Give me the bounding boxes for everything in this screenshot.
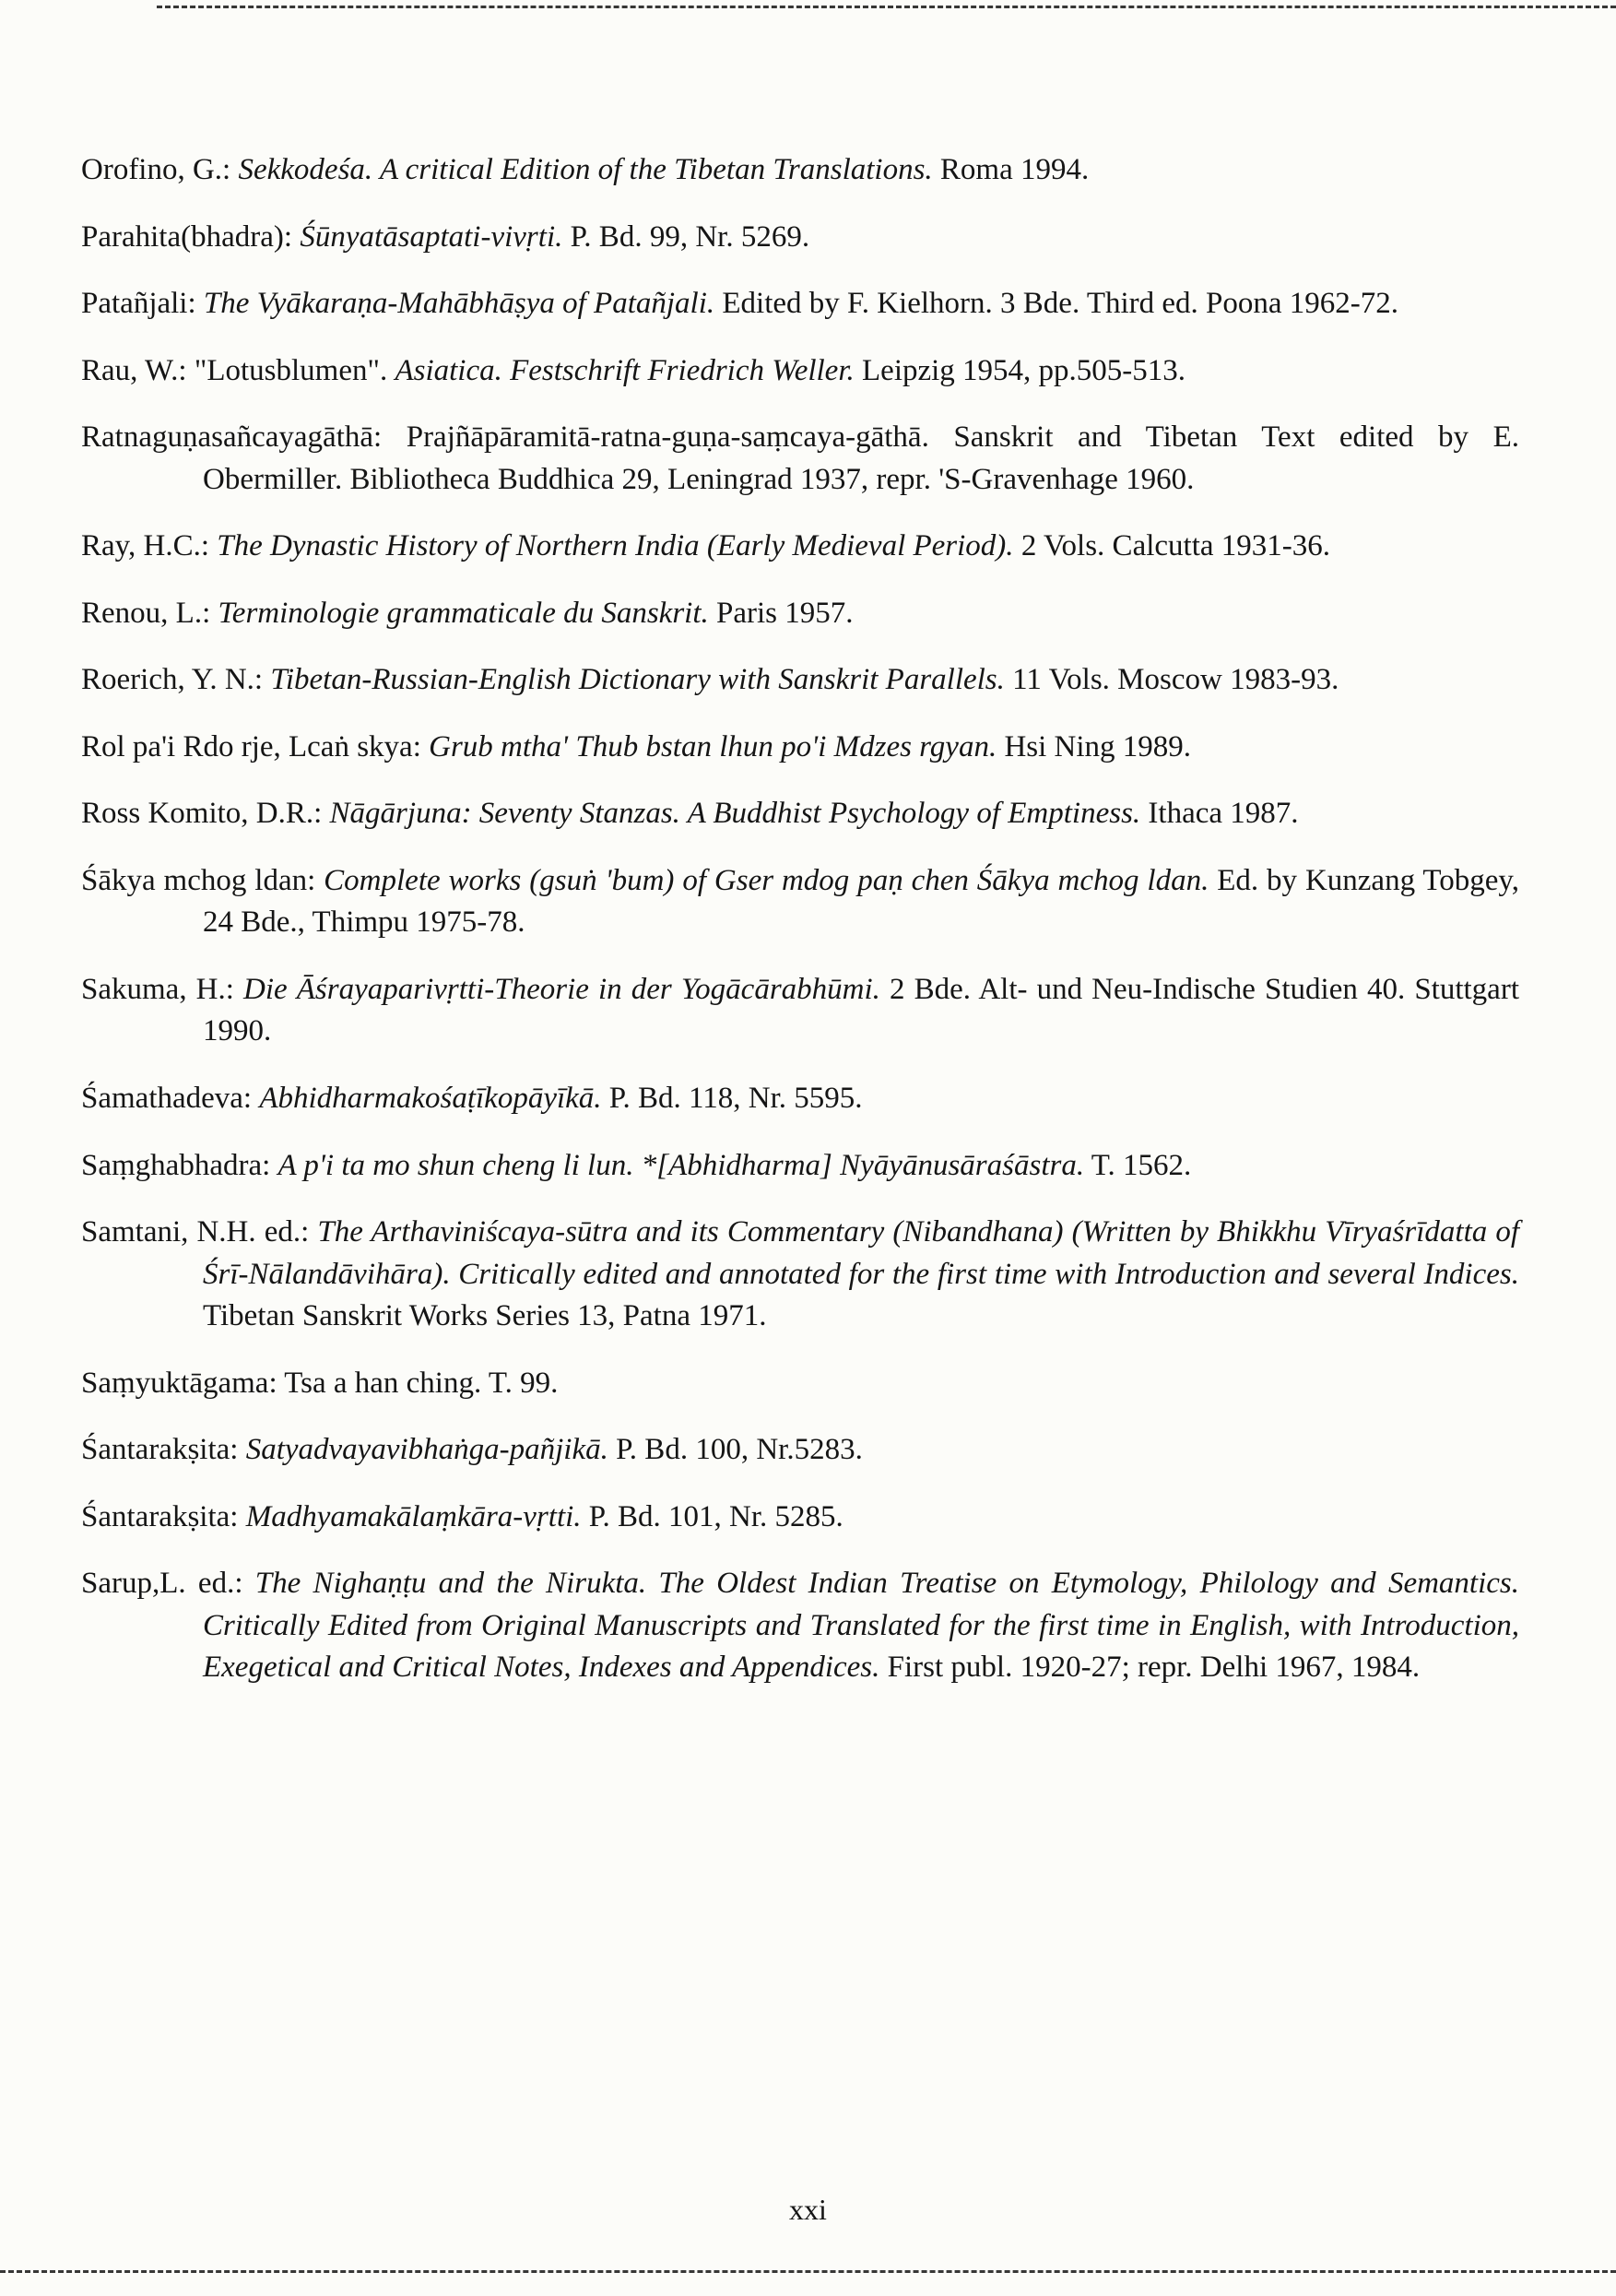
entry-text: 11 Vols. Moscow 1983-93.: [1004, 663, 1339, 697]
entry-text: Sakuma, H.:: [81, 972, 244, 1006]
entry-text: Parahita(bhadra):: [81, 219, 301, 254]
entry-title: The Dynastic History of Northern India (Early Medieval Period).: [217, 529, 1014, 563]
entry-title: Complete works (gsuṅ 'bum) of Gser mdog paṇ chen Śākya mchog ldan.: [324, 863, 1209, 897]
bibliography-entry: [81, 659, 1519, 702]
entry-text: P. Bd. 99, Nr. 5269.: [562, 219, 810, 254]
entry-text: 2 Bde. Alt- und Neu-Indische Studien 40. Stuttgart 1990.: [203, 972, 1519, 1048]
bibliography-entry: [81, 793, 1519, 835]
entry-text: Samtani, N.H. ed.:: [81, 1215, 318, 1249]
bibliography-entry: [81, 1078, 1519, 1120]
entry-title: The Vyākaraṇa-Mahābhāṣya of Patañjali.: [203, 287, 715, 321]
entry-text: Saṃghabhadra:: [81, 1148, 278, 1182]
entry-text: T. 1562.: [1084, 1148, 1192, 1182]
entry-text: P. Bd. 118, Nr. 5595.: [601, 1081, 863, 1115]
entry-text: Roma 1994.: [932, 153, 1090, 186]
entry-text: Edited by F. Kielhorn. 3 Bde. Third ed. Poona 1962-72.: [714, 287, 1399, 321]
entry-text: Ithaca 1987.: [1140, 797, 1299, 831]
bibliography-entry: [81, 1363, 1519, 1405]
entry-text: 2 Vols. Calcutta 1931-36.: [1013, 529, 1331, 563]
entry-text: Leipzig 1954, pp.505-513.: [854, 353, 1186, 387]
entry-text: Ray, H.C.:: [81, 529, 218, 563]
bibliography-entry: [81, 1497, 1519, 1539]
entry-title: Die Āśrayaparivṛtti-Theorie in der Yogācārabhūmi.: [243, 972, 880, 1006]
bibliography-entry: [81, 350, 1519, 393]
entry-text: Śantarakṣita:: [81, 1433, 246, 1467]
entry-text: Hsi Ning 1989.: [997, 729, 1192, 763]
page-number: xxi: [789, 2193, 827, 2226]
bibliography-entry: [81, 1145, 1519, 1188]
entry-text: Saṃyuktāgama: Tsa a han ching. T. 99.: [81, 1366, 559, 1400]
bibliography-entry: [81, 526, 1519, 568]
entry-text: Sarup,L. ed.:: [81, 1567, 255, 1601]
entry-text: P. Bd. 101, Nr. 5285.: [581, 1499, 843, 1533]
entry-text: Rau, W.: "Lotusblumen".: [81, 353, 395, 387]
entry-title: Abhidharmakośaṭīkopāyīkā.: [259, 1081, 602, 1115]
bibliography-entry: [81, 217, 1519, 259]
scan-artifact-bottom-line: [0, 2270, 1616, 2273]
bibliography-entry: [81, 969, 1519, 1053]
bibliography-entry: [81, 593, 1519, 635]
entry-text: P. Bd. 100, Nr.5283.: [607, 1433, 863, 1467]
entry-text: Roerich, Y. N.:: [81, 663, 271, 697]
bibliography-entry: [81, 860, 1519, 944]
entry-text: First publ. 1920-27; repr. Delhi 1967, 1984.: [879, 1651, 1421, 1685]
bibliography-entry: [81, 149, 1519, 192]
entry-text: Patañjali:: [81, 287, 204, 321]
entry-title: A p'i ta mo shun cheng li lun. *[Abhidharma] Nyāyānusāraśāstra.: [277, 1148, 1085, 1182]
entry-text: Renou, L.:: [81, 596, 218, 630]
bibliography-entry: [81, 283, 1519, 325]
entry-text: Tibetan Sanskrit Works Series 13, Patna 1971.: [203, 1299, 767, 1333]
entry-title: Asiatica. Festschrift Friedrich Weller.: [395, 353, 855, 387]
scan-artifact-top-line: [157, 6, 1616, 8]
bibliography-entry: [81, 1212, 1519, 1338]
entry-title: Grub mtha' Thub bstan lhun po'i Mdzes rgyan.: [429, 729, 997, 763]
entry-text: Ross Komito, D.R.:: [81, 797, 330, 831]
entry-title: Sekkodeśa. A critical Edition of the Tibetan Translations.: [238, 153, 933, 186]
entry-text: Ratnaguṇasañcayagāthā: Prajñāpāramitā-ratna-guṇa-saṃcaya-gāthā. Sanskrit and Tibetan Text edited by E. Obermiller. Bibliotheca Buddhica 29, Leningrad 1937, repr. 'S-Gravenhage 1960.: [81, 420, 1519, 496]
bibliography-entry: [81, 1563, 1519, 1689]
bibliography-entry: [81, 1429, 1519, 1472]
entry-text: Orofino, G.:: [81, 153, 239, 186]
entry-title: Terminologie grammaticale du Sanskrit.: [218, 596, 709, 630]
bibliography-list: [81, 149, 1519, 1714]
entry-text: Śantarakṣita:: [81, 1499, 246, 1533]
entry-text: Rol pa'i Rdo rje, Lcaṅ skya:: [81, 729, 430, 763]
entry-text: Śākya mchog ldan:: [81, 863, 324, 897]
entry-title: Satyadvayavibhaṅga-pañjikā.: [245, 1433, 608, 1467]
entry-title: Madhyamakālaṃkāra-vṛtti.: [245, 1499, 582, 1533]
entry-title: The Arthaviniścaya-sūtra and its Commentary (Nibandhana) (Written by Bhikkhu Vīryaśrīdatta of Śrī-Nālandāvihāra). Critically edited and annotated for the first time with Introduction and several Indices.: [203, 1215, 1519, 1291]
entry-text: Śamathadeva:: [81, 1081, 260, 1115]
entry-title: Nāgārjuna: Seventy Stanzas. A Buddhist Psychology of Emptiness.: [329, 797, 1141, 831]
entry-text: Ed. by Kunzang Tobgey, 24 Bde., Thimpu 1975-78.: [203, 863, 1519, 940]
entry-title: Tibetan-Russian-English Dictionary with Sanskrit Parallels.: [270, 663, 1005, 697]
entry-title: The Nighaṇṭu and the Nirukta. The Oldest Indian Treatise on Etymology, Philology and Semantics. Critically Edited from Original Manuscripts and Translated for the first time in English, with Introduction, Exegetical and Critical Notes, Indexes and Appendices.: [203, 1567, 1519, 1685]
entry-title: Śūnyatāsaptati-vivṛti.: [300, 219, 563, 254]
bibliography-entry: [81, 417, 1519, 501]
bibliography-entry: [81, 727, 1519, 769]
entry-text: Paris 1957.: [708, 596, 854, 630]
